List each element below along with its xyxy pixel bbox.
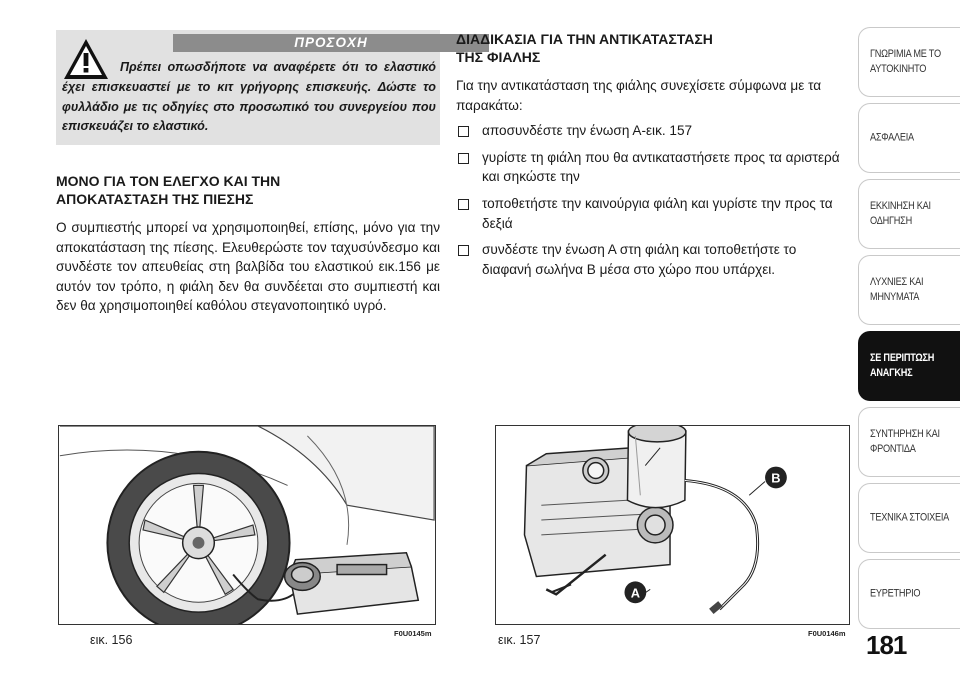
warning-text: Πρέπει οπωσδήποτε να αναφέρετε ότι το ελαστικό έχει επισκευαστεί με το κιτ γρήγορης επισκευής. Δώστε το φυλλάδιο με τις οδηγίες στο προσωπικό του συνεργείου που επισκευάζει το ελαστικό. [62, 60, 436, 134]
pressure-heading-line-1: ΜΟΝΟ ΓΙΑ ΤΟΝ ΕΛΕΓΧΟ ΚΑΙ ΤΗΝ [56, 173, 281, 189]
bottle-compressor-illustration [496, 426, 849, 624]
bottle-steps-list [456, 121, 848, 279]
bottle-section-intro: Για την αντικατάσταση της φιάλης συνεχίσετε σύμφωνα με τα παρακάτω: [456, 78, 822, 113]
bottle-replacement-section [456, 30, 848, 286]
chapter-tabs [858, 27, 960, 635]
page-number: 181 [866, 630, 907, 660]
warning-heading: ΠΡΟΣΟΧΗ [173, 34, 489, 52]
pressure-section-heading [56, 172, 440, 208]
list-item: γυρίστε τη φιάλη που θα αντικαταστήσετε προς τα αριστερά και σηκώστε την [456, 148, 848, 187]
tab-getting-to-know-car[interactable]: ΓΝΩΡΙΜΙΑ ΜΕ ΤΟ ΑΥΤΟΚΙΝΗΤΟ [858, 27, 960, 97]
tab-in-emergency[interactable]: ΣΕ ΠΕΡΙΠΤΩΣΗ ΑΝΑΓΚΗΣ [858, 331, 960, 401]
callout-a-label: A [630, 585, 641, 601]
tab-index[interactable]: ΕΥΡΕΤΗΡΙΟ [858, 559, 960, 629]
bottle-heading-line-1: ΔΙΑΔΙΚΑΣΙΑ ΓΙΑ ΤΗΝ ΑΝΤΙΚΑΤΑΣΤΑΣΗ [456, 31, 713, 47]
bottle-heading-line-2: ΤΗΣ ΦΙΑΛΗΣ [456, 49, 541, 65]
list-item: συνδέστε την ένωση Α στη φιάλη και τοποθετήστε το διαφανή σωλήνα Β μέσα στο χώρο που υπάρχει. [456, 240, 848, 279]
figure-157-code: F0U0146m [808, 629, 846, 638]
checkbox-bullet-icon [458, 245, 469, 256]
tab-starting-driving[interactable]: ΕΚΚΙΝΗΣΗ ΚΑΙ ΟΔΗΓΗΣΗ [858, 179, 960, 249]
tab-technical-data[interactable]: ΤΕΧΝΙΚΑ ΣΤΟΙΧΕΙΑ [858, 483, 960, 553]
tab-warning-lights-messages[interactable]: ΛΥΧΝΙΕΣ ΚΑΙ ΜΗΝΥΜΑΤΑ [858, 255, 960, 325]
list-item: αποσυνδέστε την ένωση Α-εικ. 157 [456, 121, 848, 141]
tab-safety[interactable]: ΑΣΦΑΛΕΙΑ [858, 103, 960, 173]
wheel-compressor-illustration [59, 426, 435, 624]
bottle-section-heading [456, 30, 848, 66]
checkbox-bullet-icon [458, 153, 469, 164]
checkbox-bullet-icon [458, 199, 469, 210]
callout-b-label: B [771, 470, 781, 486]
warning-box [56, 30, 440, 145]
figure-156-caption: εικ. 156 [90, 633, 133, 647]
figure-156-code: F0U0145m [394, 629, 432, 638]
figure-156-wheel-compressor [58, 425, 436, 625]
list-item: τοποθετήστε την καινούργια φιάλη και γυρίστε την προς τα δεξιά [456, 194, 848, 233]
tab-maintenance-care[interactable]: ΣΥΝΤΗΡΗΣΗ ΚΑΙ ΦΡΟΝΤΙΔΑ [858, 407, 960, 477]
figure-157-bottle-replacement [495, 425, 850, 625]
pressure-section-body: Ο συμπιεστής μπορεί να χρησιμοποιηθεί, επίσης, μόνο για την αποκατάσταση της πίεσης. Ελευθερώστε τον ταχυσύνδεσμο και συνδέστε τον απευθείας στη βαλβίδα του ελαστικού εικ.156 με αυτόν τον τρόπο, η φιάλη δεν θα συνδέεται στο συμπιεστή και δεν θα χρησιμοποιηθεί καθόλου στεγανοποιητικό υγρό. [56, 220, 440, 314]
figure-157-caption: εικ. 157 [498, 633, 541, 647]
pressure-heading-line-2: ΑΠΟΚΑΤΑΣΤΑΣΗ ΤΗΣ ΠΙΕΣΗΣ [56, 191, 254, 207]
checkbox-bullet-icon [458, 126, 469, 137]
pressure-section [56, 172, 440, 316]
